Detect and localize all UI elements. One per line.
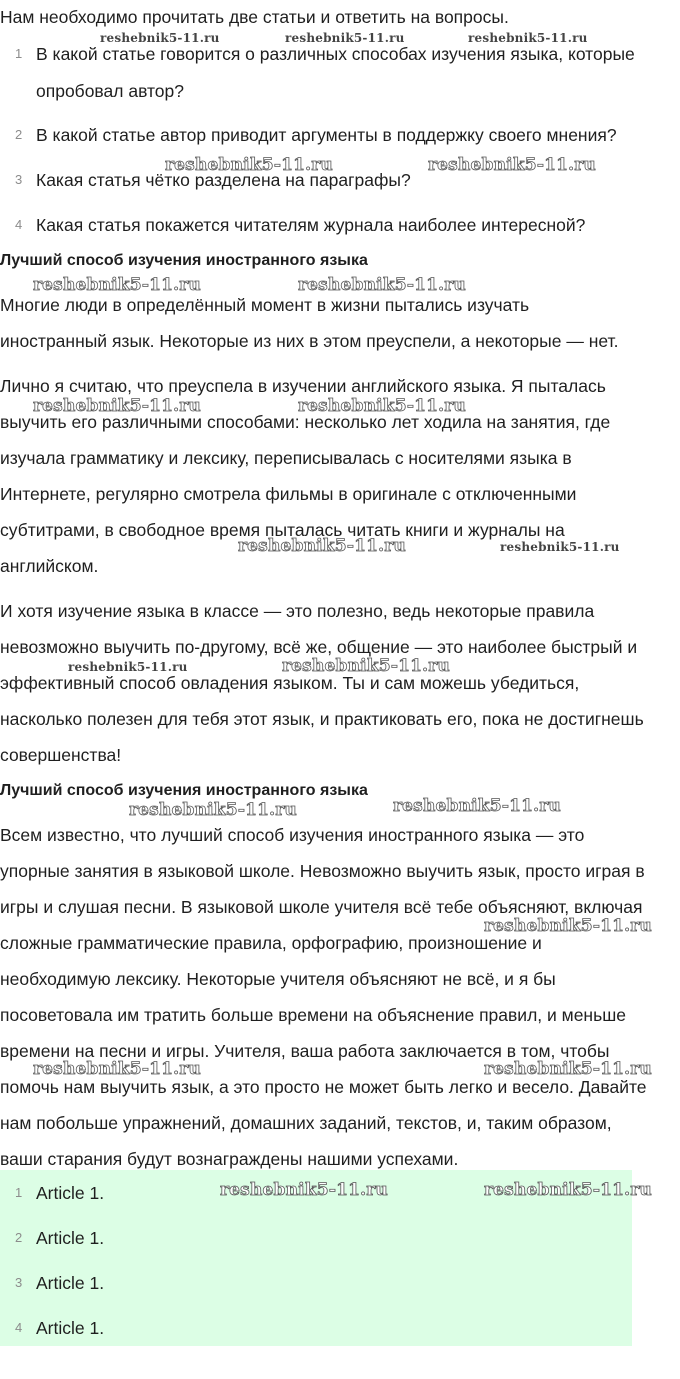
text-line: совершенства! [0, 745, 122, 765]
intro-text: Нам необходимо прочитать две статьи и ответить на вопросы. [0, 7, 509, 27]
text-line: времени на песни и игры. Учителя, ваша работа заключается в том, чтобы [0, 1041, 610, 1061]
text-line: выучить его различными способами: несколько лет ходила на занятия, где [0, 412, 611, 432]
answer-number: 2 [15, 1230, 23, 1245]
watermark: reshebnik5-11.ru [238, 536, 406, 556]
question-text: В какой статье автор приводит аргументы в поддержку своего мнения? [36, 125, 617, 145]
answers-panel [0, 1170, 632, 1346]
watermark: reshebnik5-11.ru [33, 275, 201, 295]
question-text: Какая статья покажется читателям журнала наиболее интересной? [36, 215, 586, 235]
watermark: reshebnik5-11.ru [298, 396, 466, 416]
article-1-paragraph-1 [0, 287, 680, 359]
text-line: Многие люди в определённый момент в жизни пытались изучать [0, 295, 530, 315]
text-line: Всем известно, что лучший способ изучения иностранного языка — это [0, 825, 585, 845]
article-1-paragraph-3 [0, 593, 680, 773]
watermark: reshebnik5-11.ru [165, 155, 333, 175]
text-line: упорные занятия в языковой школе. Невозможно выучить язык, просто играя в [0, 861, 645, 881]
article-2-heading: Лучший способ изучения иностранного языка [0, 782, 368, 799]
text-line: игры и слушая песни. В языковой школе учителя всё тебе объясняют, включая [0, 897, 643, 917]
answer-number: 4 [15, 1320, 23, 1335]
text-line: ваши старания будут вознаграждены нашими успехами. [0, 1149, 459, 1169]
watermark: reshebnik5-11.ru [129, 800, 297, 820]
watermark: reshebnik5-11.ru [484, 916, 652, 936]
answer-text: Article 1. [36, 1228, 105, 1248]
question-text-line: опробовал автор? [36, 81, 184, 101]
text-line: необходимую лексику. Некоторые учителя объясняют не всё, и я бы [0, 969, 556, 989]
question-text: Какая статья чётко разделена на параграфы? [36, 170, 411, 190]
watermark: reshebnik5-11.ru [428, 155, 596, 175]
text-line: насколько полезен для тебя этот язык, и практиковать его, пока не достигнешь [0, 709, 644, 729]
watermark: reshebnik5-11.ru [468, 31, 588, 45]
watermark: reshebnik5-11.ru [100, 31, 220, 45]
watermark: reshebnik5-11.ru [68, 660, 188, 674]
watermark: reshebnik5-11.ru [298, 275, 466, 295]
text-line: эффективный способ овладения языком. Ты и сам можешь убедиться, [0, 673, 580, 693]
watermark: reshebnik5-11.ru [484, 1059, 652, 1079]
watermark: reshebnik5-11.ru [393, 796, 561, 816]
question-number: 4 [15, 217, 23, 232]
answer-item-1 [0, 1171, 632, 1215]
question-number: 1 [15, 46, 23, 61]
answer-item-4 [0, 1306, 632, 1350]
question-text-line: В какой статье говорится о различных способах изучения языка, которые [36, 44, 635, 64]
watermark: reshebnik5-11.ru [484, 1180, 652, 1200]
question-number: 2 [15, 127, 23, 142]
text-line: невозможно выучить по-другому, всё же, общение — это наиболее быстрый и [0, 637, 638, 657]
watermark: reshebnik5-11.ru [33, 396, 201, 416]
answer-text: Article 1. [36, 1318, 105, 1338]
text-line: И хотя изучение языка в классе — это полезно, ведь некоторые правила [0, 601, 595, 621]
question-number: 3 [15, 172, 23, 187]
watermark: reshebnik5-11.ru [500, 540, 620, 554]
text-line: иностранный язык. Некоторые из них в этом преуспели, а некоторые — нет. [0, 331, 619, 351]
watermark: reshebnik5-11.ru [282, 656, 450, 676]
answer-item-3 [0, 1261, 632, 1305]
text-line: английском. [0, 556, 99, 576]
answer-number: 1 [15, 1185, 23, 1200]
text-line: изучала грамматику и лексику, переписывалась с носителями языка в [0, 448, 572, 468]
answer-text: Article 1. [36, 1273, 105, 1293]
text-line: помочь нам выучить язык, а это просто не может быть легко и весело. Давайте [0, 1077, 647, 1097]
watermark: reshebnik5-11.ru [220, 1180, 388, 1200]
article-2-paragraph-1 [0, 817, 680, 1177]
answer-number: 3 [15, 1275, 23, 1290]
text-line: посоветовала им тратить больше времени на объяснение правил, и меньше [0, 1005, 626, 1025]
answer-item-2 [0, 1216, 632, 1260]
text-line: Лично я считаю, что преуспела в изучении английского языка. Я пыталась [0, 376, 606, 396]
watermark: reshebnik5-11.ru [285, 31, 405, 45]
article-1-heading: Лучший способ изучения иностранного языка [0, 252, 368, 269]
text-line: субтитрами, в свободное время пыталась читать книги и журналы на [0, 520, 565, 540]
watermark: reshebnik5-11.ru [33, 1059, 201, 1079]
text-line: нам побольше упражнений, домашних заданий, текстов, и, таким образом, [0, 1113, 612, 1133]
text-line: сложные грамматические правила, орфографию, произношение и [0, 933, 542, 953]
text-line: Интернете, регулярно смотрела фильмы в оригинале с отключенными [0, 484, 577, 504]
answer-text: Article 1. [36, 1183, 105, 1203]
article-1-paragraph-2 [0, 368, 680, 584]
